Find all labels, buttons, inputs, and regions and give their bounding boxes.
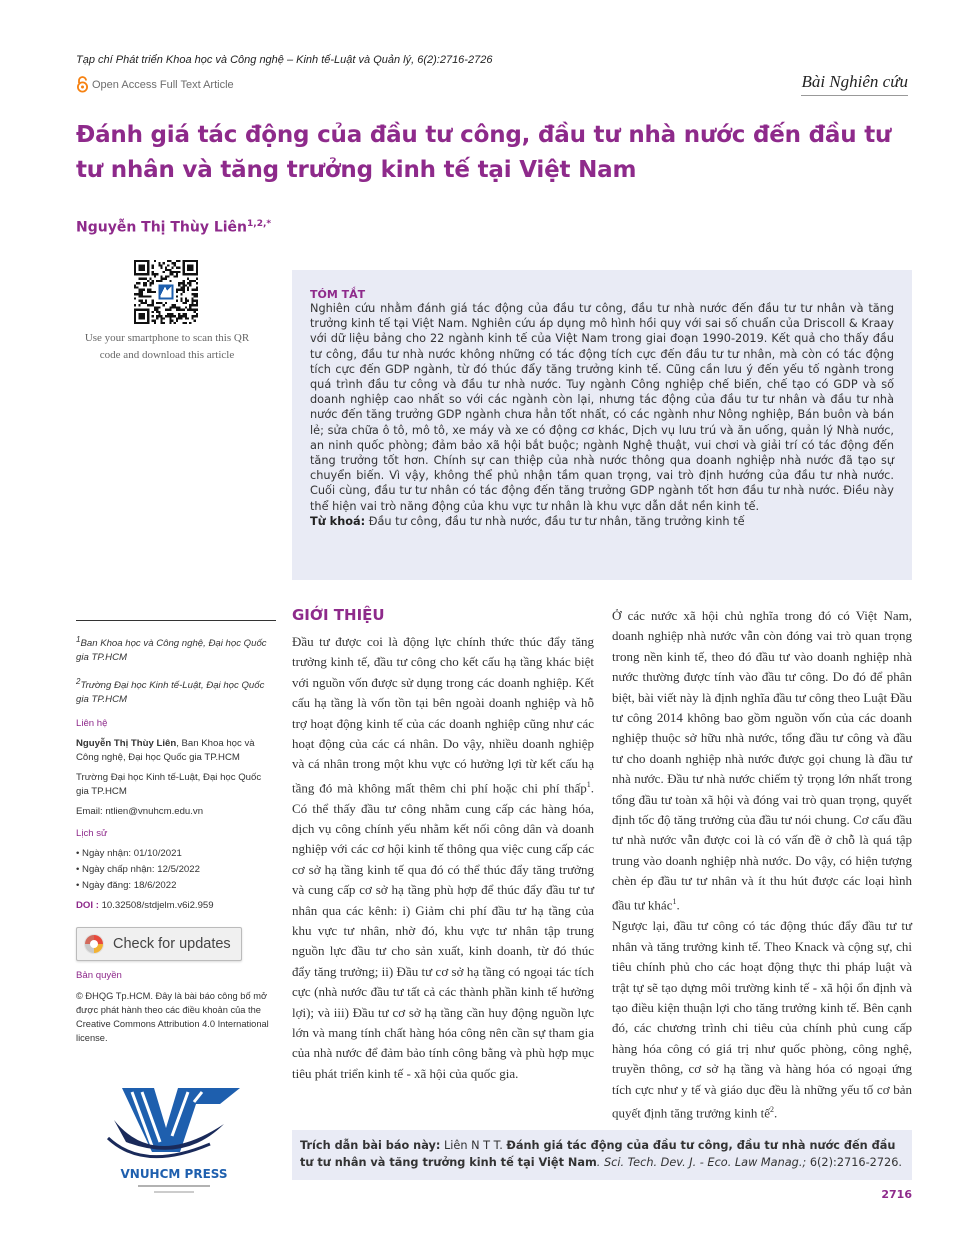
check-for-updates-button[interactable]	[76, 927, 242, 961]
keywords-label: Từ khoá:	[310, 514, 366, 528]
check-for-updates-label: Check for updates	[113, 936, 231, 953]
journal-citation-line: Tạp chí Phát triển Khoa học và Công nghệ – Kinh tế-Luật và Quản lý, 6(2):2716-2726	[76, 54, 493, 66]
date-received: • Ngày nhận: 01/10/2021	[76, 848, 182, 860]
reference-marker[interactable]: 1	[672, 896, 677, 906]
paragraph	[292, 632, 594, 1084]
doi-line	[76, 899, 276, 913]
citation-volume: 6(2):2716-2726.	[806, 1156, 903, 1169]
author-name[interactable]: Nguyễn Thị Thùy Liên	[76, 219, 248, 236]
contact-email[interactable]: Email: ntlien@vnuhcm.edu.vn	[76, 806, 204, 818]
date-published: • Ngày đăng: 18/6/2022	[76, 880, 177, 892]
paragraph-text: Ở các nước xã hội chủ nghĩa trong đó có Việt Nam, doanh nghiệp nhà nước vẫn còn đóng vai trò quan trọng trong nền kinh tế, theo đó đầu tư vào doanh nghiệp nhà nước thường được tính vào đầu tư công. Do đó để phân biệt, bài viết này là định nghĩa đầu tư công theo Luật Đầu tư công 2014 không bao gồm nguồn vốn của các doanh nghiệp thuộc sở hữu nhà nước, tổng đầu tư công và đầu tư cho doanh nghiệp nhà nước được gọi chung là đầu tư nhà nước. Đầu tư nhà nước chiếm tỷ trọng lớn nhất trong tổng đầu tư toàn xã hội và đóng vai trò quan trọng, quyết định tốc độ tăng trưởng của đầu tư nói chung. Cơ cấu đầu tư nhà nước vẫn được coi là có vấn đề ở chỗ là quá tập trung vào doanh nghiệp nhà nước. Do vậy, có hiện tượng chèn ép đầu tư tư nhân và ít thu hút được các loại hình đầu tư khác	[612, 608, 912, 913]
citation-label: Trích dẫn bài báo này:	[300, 1139, 441, 1152]
paragraph-text: . Có thể thấy đầu tư công nhằm cung cấp các hàng hóa, dịch vụ công chính yếu nhằm kết nối công dân và doanh nghiệp với các cơ hội kinh tế thông qua việc cung cấp các cơ sở hạ tầng kinh tế qua đó có thể thúc đẩy tăng trưởng và cung cấp cơ sở hạ tầng phù hợp để thúc đẩy đầu tư tư nhân qua các kênh: i) Giảm chi phí đầu tư hạ tầng của khu vực tư nhân, nhờ đó, khu vực tư nhân tập trung nguồn lực đầu tư cho sản xuất, kinh doanh, từ đó thúc đẩy tăng trưởng; ii) Đầu tư cơ sở hạ tầng có ngoại tác tích cực (nhà nước đầu tư tất cả các thành phần kinh tế hưởng lợi); và iii) Đầu tư cơ sở hạ tầng cần huy động nguồn lực lớn và mang tính chất hàng hóa công nên cần sự tham gia của nhà nước để đảm bảo tính công bằng và phù hợp mục tiêu phát triển kinh tế - xã hội của quốc gia.	[292, 780, 594, 1081]
reference-marker[interactable]: 2	[769, 1105, 774, 1115]
date-accepted: • Ngày chấp nhận: 12/5/2022	[76, 864, 200, 876]
abstract-box	[292, 270, 912, 580]
author-line	[76, 219, 271, 236]
reference-marker[interactable]: 1	[586, 779, 591, 789]
affiliation-1-text: Ban Khoa học và Công nghệ, Đại học Quốc gia TP.HCM	[76, 638, 267, 664]
paragraph-text: .	[773, 1105, 778, 1121]
contact-line-2: Trường Đại học Kinh tế-Luật, Đại học Quốc gia TP.HCM	[76, 772, 262, 798]
page-number: 2716	[881, 1188, 912, 1201]
history-heading: Lịch sử	[76, 828, 108, 840]
citation-title: Đánh giá tác động của đầu tư công, đầu tư nhà nước đến đầu tư tư nhân và tăng trưởng kinh tế tại Việt Nam	[300, 1139, 896, 1169]
vnuhcm-press-logo	[84, 1080, 264, 1200]
article-title: Đánh giá tác động của đầu tư công, đầu tư nhà nước đến đầu tư tư nhân và tăng trưởng kinh tế tại Việt Nam	[76, 122, 892, 183]
doi-label: DOI :	[76, 900, 99, 912]
section-title-introduction: GIỚI THIỆU	[292, 606, 385, 624]
affiliation-1	[76, 633, 276, 665]
contact-block	[76, 737, 276, 819]
paragraph-text: Ngược lại, đầu tư công có tác động thúc đẩy đầu tư tư nhân và tăng trưởng kinh tế. Theo Knack và cộng sự, chi tiêu chính phủ cho các hoạt động thực thi pháp luật và trật tự sẽ tạo dựng môi trường kinh tế - xã hội ổn định và tạo điều kiện thuận lợi cho tăng trưởng kinh tế. Bên cạnh đó, các chương trình chi tiêu của chính phủ cung cấp hàng hóa công có giá trị như quốc phòng, công nghệ, truyền thông, cơ sở hạ tầng và hàng hóa có ngoại ứng tích cực như y tế và giáo dục đều là những yếu tố cơ bản quyết định tăng trưởng kinh tế	[612, 918, 912, 1121]
author-marks: 1,2,*	[247, 219, 272, 229]
contact-affiliation-1: , Ban Khoa học và Công nghệ, Đại học Quốc gia TP.HCM	[76, 738, 255, 764]
article-sidebar	[76, 620, 276, 1045]
abstract-heading: TÓM TẮT	[310, 288, 366, 301]
paragraph	[612, 916, 912, 1123]
keywords-text: Đầu tư công, đầu tư nhà nước, đầu tư tư nhân, tăng trưởng kinh tế	[368, 514, 745, 528]
qr-caption: Use your smartphone to scan this QR code and download this article	[84, 332, 250, 361]
contact-heading: Liên hệ	[76, 718, 108, 730]
citation-journal: . Sci. Tech. Dev. J. - Eco. Law Manag.;	[596, 1156, 807, 1169]
contact-line-1	[76, 737, 276, 765]
paragraph	[612, 606, 912, 915]
body-column-1	[292, 632, 594, 1085]
paragraph-text: .	[676, 897, 680, 913]
doi-link[interactable]: 10.32508/stdjelm.v6i2.959	[101, 900, 214, 912]
citation-authors: Liên N T T.	[440, 1139, 507, 1152]
contact-name: Nguyễn Thị Thùy Liên	[76, 738, 177, 750]
license-block	[76, 989, 276, 1045]
history-list	[76, 847, 276, 893]
article-type-label: Bài Nghiên cứu	[801, 72, 908, 96]
keywords-line	[310, 514, 894, 529]
copyright-heading: Bản quyền	[76, 970, 122, 982]
affiliation-2-mark: 2	[76, 677, 81, 687]
open-access-icon	[76, 76, 89, 93]
open-access-line	[76, 76, 234, 93]
affiliation-2	[76, 675, 276, 707]
check-for-updates-icon	[83, 933, 105, 955]
citation-box	[292, 1130, 912, 1180]
open-access-label: Open Access Full Text Article	[92, 78, 234, 91]
paragraph-text: Đầu tư được coi là động lực chính thức thúc đẩy tăng trưởng kinh tế, đầu tư công cho kết cấu hạ tầng khác biệt với nguồn vốn được sử dụng trong các doanh nghiệp. Kết cấu hạ tầng là vốn tồn tại bên ngoài doanh nghiệp và hỗ trợ hoạt động kinh tế của các doanh nghiệp cũng như các hoạt động của các cá nhân. Do vậy, nhiều doanh nghiệp và cá nhân trong một khu vực có hưởng lợi từ kết cấu hạ tầng đó mà không mất thêm chi phí hoặc chi phí thấp	[292, 634, 594, 796]
affiliation-1-mark: 1	[76, 635, 81, 644]
affiliation-2-text: Trường Đại học Kinh tế-Luật, Đại học Quốc gia TP.HCM	[76, 680, 265, 706]
abstract-text: Nghiên cứu nhằm đánh giá tác động của đầu tư công, đầu tư nhà nước đến đầu tư tư nhân và tăng trưởng kinh tế tại Việt Nam. Nghiên cứu áp dụng mô hình hồi quy với sai số chuẩn của Driscoll & Kraay với dữ liệu bảng cho 22 ngành kinh tế của Việt Nam trong giai đoạn 1990-2019. Kết quả cho thấy đầu tư công, đầu tư nhà nước không những có tác động tích cực đến đầu tư tư nhân, mà còn có tác động tích cực đến GDP ngành, từ đó thúc đẩy tăng trưởng kinh tế. Cũng cần lưu ý đến yếu tố ngành trong quá trình đầu tư công và đầu tư nhà nước. Tuy ngành Công nghiệp chế biến, chế tạo có GDP và số doanh nghiệp cao nhất so với các ngành còn lại, nhưng tác động của đầu tư tư nhân và đầu tư nhà nước đến tăng trưởng GDP ngành chưa hẳn tốt nhất, có các ngành như Nông nghiệp, Bán buôn và bán lẻ; sửa chữa ô tô, mô tô, xe máy và xe có động cơ khác, Dịch vụ lưu trú và ăn uống, quản lý Nhà nước, an ninh quốc phòng; đảm bảo xã hội bắt buộc; ngành Nghệ thuật, vui chơi và giải trí có tác động đến tăng trưởng tốt hơn. Chính sự can thiệp của nhà nước thông qua doanh nghiệp nhà nước đã tạo sự chuyển biến. Vì vậy, không thể phủ nhận tầm quan trọng, vai trò định hướng của đầu tư nhà nước. Cuối cùng, đầu tư tư nhân có tác động đến tăng trưởng GDP ngành tốt hơn đầu tư nhà nước. Điều này thể hiện vai trò năng động của khu vực tư nhân là khu vực dẫn dắt nền kinh tế.	[310, 302, 894, 513]
logo-wordmark: VNUHCM PRESS	[120, 1167, 228, 1181]
body-column-2	[612, 606, 912, 1125]
qr-code-icon[interactable]	[134, 260, 198, 324]
license-text: © ĐHQG Tp.HCM. Đây là bài báo công bố mở được phát hành theo các điều khoản của the Creative Commons Attribution 4.0 International license.	[76, 991, 269, 1044]
